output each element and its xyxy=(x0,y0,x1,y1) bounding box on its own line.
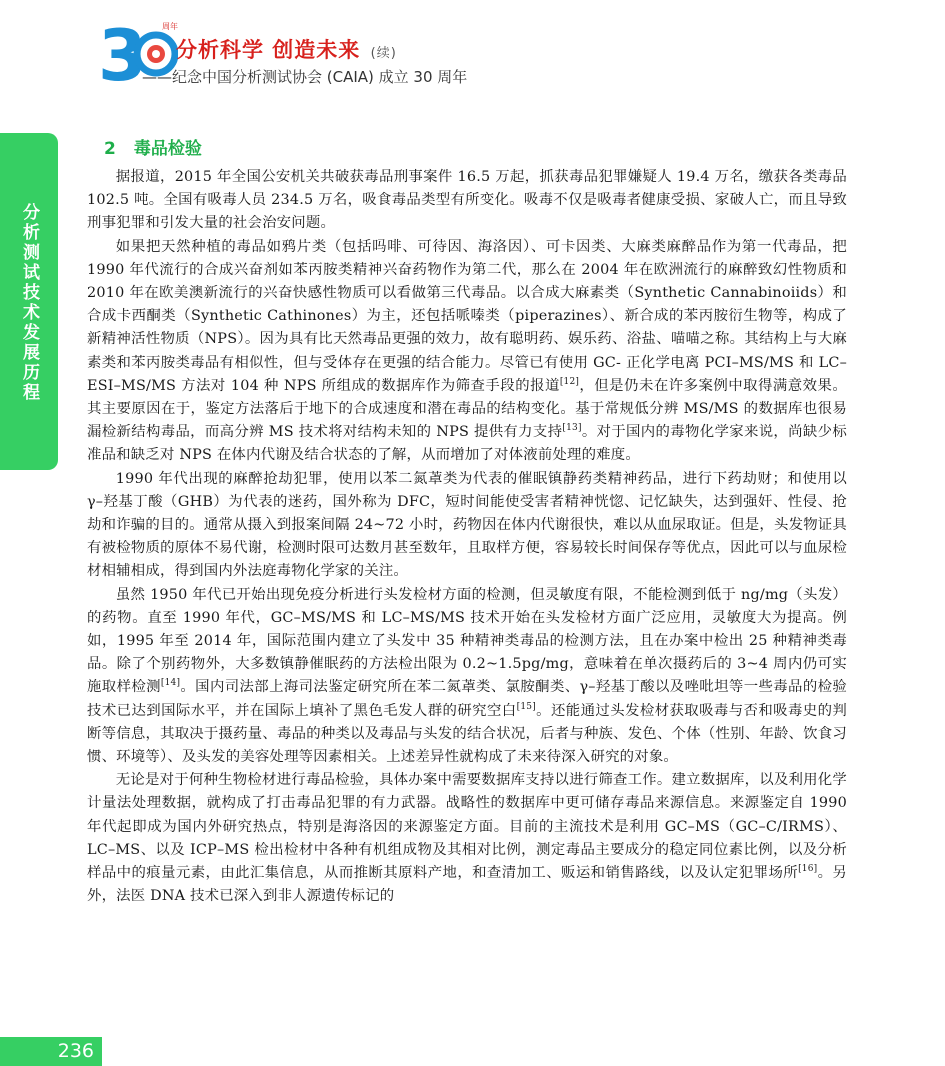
paragraph-text: 。对于国内的毒物化学家来说，尚缺少标准品和缺乏对 NPS 在体内代谢及结合状态的了解，从而增加了对体液前处理的难度。 xyxy=(87,424,847,464)
header-slogan xyxy=(176,34,397,64)
citation-ref: [16] xyxy=(798,864,818,875)
paragraph-text: 。还能通过头发检材获取吸毒与否和吸毒史的判断等信息，其取决于摄药量、毒品的种类以及毒品与头发的结合状况，后者与种族、发色、个体（性别、年龄、饮食习惯、环境等）、及头发的美容处理等因素相关。上述差异性就构成了未来待深入研究的对象。 xyxy=(87,702,848,766)
svg-text:周年: 周年 xyxy=(162,22,178,31)
page-number: 236 xyxy=(0,1037,102,1066)
chapter-side-tab xyxy=(0,133,58,470)
slogan-continued: (续) xyxy=(370,46,397,61)
svg-text:3: 3 xyxy=(98,18,147,84)
article-body xyxy=(87,166,847,909)
paragraph-text: 。另外，法医 DNA 技术已深入到非人源遗传标记的 xyxy=(87,865,848,905)
paragraph-text: 如果把天然种植的毒品如鸦片类（包括吗啡、可待因、海洛因）、可卡因类、大麻类麻醉品作为第一代毒品，把 1990 年代流行的合成兴奋剂如苯丙胺类精神兴奋药物作为第二代，那么在 2004 年在欧洲流行的麻醉致幻性物质和 2010 年在欧美澳新流行的兴奋快感性物质可以看做第三代毒品。以合成大麻素类（Synthetic Cannabinoiids）和合成卡西酮类（Synthetic Cathinones）为主，还包括哌嗪类（piperazines）、新合成的苯丙胺衍生物等，构成了新精神活性物质（NPS）。因为具有比天然毒品更强的效力，故有聪明药、娱乐药、浴盐、喵喵之称。其结构上与大麻素类和苯丙胺类毒品有相似性，但与受体存在更强的结合能力。尽管已有使用 GC- 正化学电离 PCI–MS/MS 和 LC–ESI–MS/MS 方法对 104 种 NPS 所组成的数据库作为筛查手段的报道 xyxy=(87,238,847,394)
citation-ref: [15] xyxy=(516,701,536,712)
slogan-text: 分析科学 创造未来 xyxy=(176,38,361,62)
citation-ref: [14] xyxy=(160,678,181,689)
paragraph-text: 据报道，2015 年全国公安机关共破获毒品刑事案件 16.5 万起，抓获毒品犯罪嫌疑人 19.4 万名，缴获各类毒品 102.5 吨。全国有吸毒人员 234.5 万名，吸食毒品类型有所变化。吸毒不仅是吸毒者健康受损、家破人亡，而且导致刑事犯罪和引发大量的社会治安问题。 xyxy=(87,169,847,232)
chapter-side-tab-label: 分析测试技术发展历程 xyxy=(19,203,39,403)
body-paragraph xyxy=(87,468,847,584)
paragraph-text: 1990 年代出现的麻醉抢劫犯罪，使用以苯二氮䓬类为代表的催眠镇静药类精神药品，进行下药劫财；和使用以 γ–羟基丁酸（GHB）为代表的迷药，国外称为 DFC，短时间能使受害者精神恍惚、记忆缺失，达到强奸、性侵、抢劫和诈骗的目的。通常从摄入到报案间隔 24~72 小时，药物因在体内代谢很快，难以从血尿取证。但是，头发物证具有被检物质的原体不易代谢，检测时限可达数月甚至数年，且取样方便，容易较长时间保存等优点，因此可以与血尿检材相辅相成，得到国内外法庭毒物化学家的关注。 xyxy=(87,470,847,580)
citation-ref: [13] xyxy=(562,423,582,434)
paragraph-text: 。国内司法部上海司法鉴定研究所在苯二氮䓬类、氯胺酮类、γ–羟基丁酸以及唑吡坦等一些毒品的检验技术已达到国际水平，并在国际上填补了黑色毛发人群的研究空白 xyxy=(87,679,847,719)
section-number: 2 xyxy=(104,139,116,159)
paragraph-text: 虽然 1950 年代已开始出现免疫分析进行头发检材方面的检测，但灵敏度有限，不能检测到低于 ng/mg（头发）的药物。直至 1990 年代，GC–MS/MS 和 LC–MS/MS 技术开始在头发检材方面广泛应用，灵敏度大为提高。例如，1995 年至 2014 年，国际范围内建立了头发中 35 种精神类毒品的检测方法，且在办案中检出 25 种精神类毒品。除了个别药物外，大多数镇静催眠药的方法检出限为 0.2~1.5pg/mg，意味着在单次摄药后的 3~4 周内仍可实施取样检测 xyxy=(87,586,847,696)
paragraph-text: ，但是仍未在许多案例中取得满意效果。其主要原因在于，鉴定方法落后于地下的合成速度和潜在毒品的结构变化。基于常规低分辨 MS/MS 的数据库也很易漏检新结构毒品，而高分辨 MS 技术将对结构未知的 NPS 提供有力支持 xyxy=(87,377,847,441)
body-paragraph xyxy=(87,584,847,770)
paragraph-text: 无论是对于何种生物检材进行毒品检验，具体办案中需要数据库支持以进行筛查工作。建立数据库，以及利用化学计量法处理数据，就构成了打击毒品犯罪的有力武器。战略性的数据库中更可储存毒品来源信息。来源鉴定自 1990 年代起即成为国内外研究热点，特别是海洛因的来源鉴定方面。目前的主流技术是利用 GC–MS（GC–C/IRMS）、LC–MS、以及 ICP–MS 检出检材中各种有机组成物及其相对比例，测定毒品主要成分的稳定同位素比例，以及分析样品中的痕量元素，由此汇集信息，从而推断其原料产地，和查清加工、贩运和销售路线，以及认定犯罪场所 xyxy=(87,772,847,882)
body-paragraph xyxy=(87,769,847,908)
section-heading xyxy=(104,134,202,159)
body-paragraph xyxy=(87,166,847,236)
body-paragraph xyxy=(87,236,847,468)
page-header xyxy=(98,18,598,88)
citation-ref: [12] xyxy=(559,377,580,388)
header-subtitle: ——纪念中国分析测试协会 (CAIA) 成立 30 周年 xyxy=(142,68,468,86)
section-title: 毒品检验 xyxy=(133,139,202,159)
